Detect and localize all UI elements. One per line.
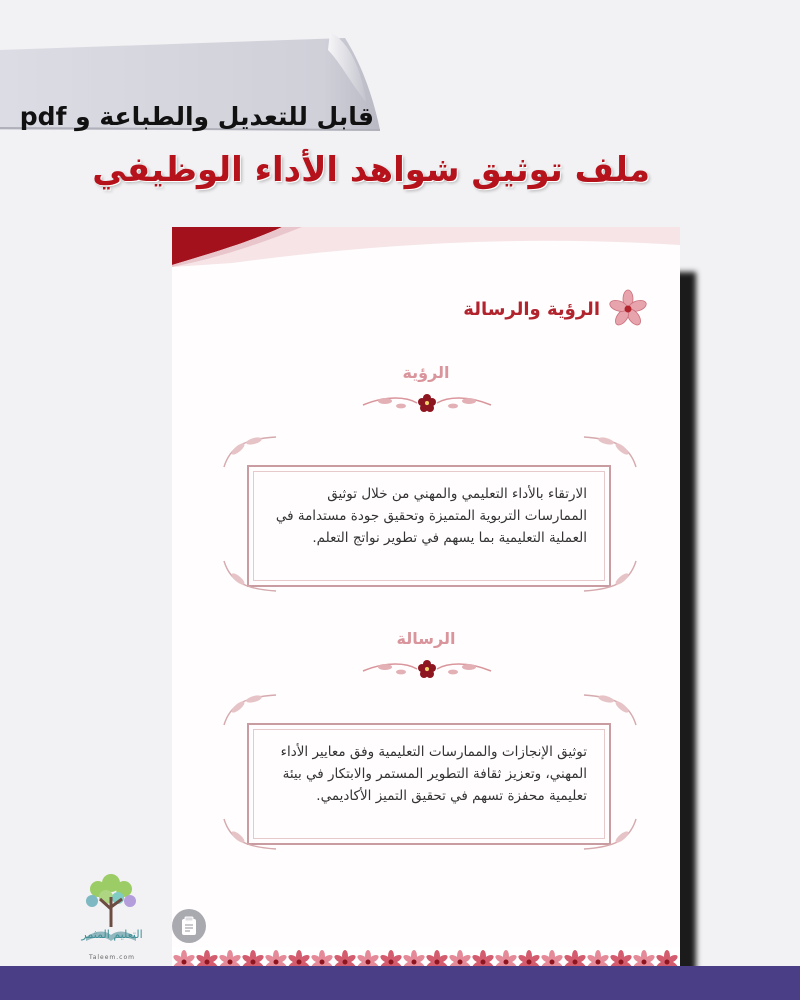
corner-ornament	[580, 557, 640, 597]
vision-frame	[247, 465, 611, 587]
floral-divider-icon	[357, 657, 497, 681]
corner-ornament	[580, 815, 640, 855]
section-header	[463, 289, 648, 329]
corner-ornament	[220, 431, 280, 471]
vision-text: الارتقاء بالأداء التعليمي والمهني من خلال توثيق الممارسات التربوية المتميزة وتحقيق جودة مستدامة في العملية التعليمية بما يسهم في تطوير نواتج التعلم.	[275, 486, 587, 546]
tree-logo-icon	[76, 852, 146, 962]
mission-text: توثيق الإنجازات والممارسات التعليمية وفق معايير الأداء المهني، وتعزيز ثقافة التطوير المستمر والابتكار في بيئة تعليمية محفزة تسهم في تحقيق التميز الأكاديمي.	[280, 744, 587, 804]
page-header-swoosh	[172, 227, 680, 287]
mission-frame	[247, 723, 611, 845]
corner-ornament	[580, 689, 640, 729]
floral-divider-icon	[357, 391, 497, 415]
corner-ornament	[220, 689, 280, 729]
corner-ornament	[220, 557, 280, 597]
editable-banner	[0, 32, 392, 132]
flower-icon	[608, 289, 648, 329]
banner-label: قابل للتعديل والطباعة و pdf	[19, 102, 374, 131]
document-page	[172, 227, 680, 975]
footer-bar	[0, 966, 800, 1000]
page-title: ملف توثيق شواهد الأداء الوظيفي	[92, 150, 650, 190]
logo-name: التعليم المثمر	[81, 928, 143, 941]
logo-url: Taleem.com	[89, 954, 135, 961]
section-title: الرؤية والرسالة	[463, 298, 600, 320]
clipboard-button[interactable]	[172, 909, 206, 943]
corner-ornament	[580, 431, 640, 471]
vision-title: الرؤية	[402, 363, 450, 382]
mission-title: الرسالة	[396, 629, 456, 648]
corner-ornament	[220, 815, 280, 855]
clipboard-icon	[180, 916, 198, 936]
